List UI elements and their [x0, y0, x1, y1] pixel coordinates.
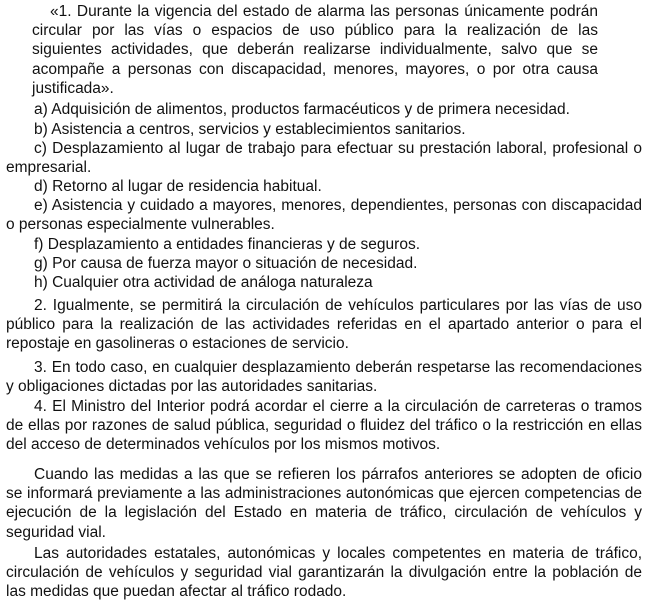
- paragraph-2: 2. Igualmente, se permitirá la circulación de vehículos particulares por las vías de uso público para la realización de las actividades referidas en el apartado anterior o para el repostaje en gasolineras o estaciones de servicio.: [6, 297, 642, 353]
- list-item-a: a) Adquisición de alimentos, productos farmacéuticos y de primera necesidad.: [34, 101, 570, 118]
- paragraph-autoridades: Las autoridades estatales, autonómicas y locales competentes en materia de tráfico, circulación de vehículos y seguridad vial garantizarán la divulgación entre la población de las medidas que puedan afectar al tráfico rodado.: [6, 545, 642, 601]
- list-item-e: e) Asistencia y cuidado a mayores, menores, dependientes, personas con discapacidad o personas especialmente vulnerables.: [6, 197, 642, 234]
- paragraph-3: 3. En todo caso, en cualquier desplazamiento deberán respetarse las recomendaciones y obligaciones dictadas por las autoridades sanitarias.: [6, 359, 642, 396]
- list-item-d: d) Retorno al lugar de residencia habitual.: [34, 178, 322, 195]
- intro-paragraph: «1. Durante la vigencia del estado de alarma las personas únicamente podrán circular por las vías o espacios de uso público para la realización de las siguientes actividades, que deberán realizarse individualmente, salvo que se acompañe a personas con discapacidad, menores, mayores, o por otra causa justificada».: [32, 3, 598, 97]
- paragraph-oficio: Cuando las medidas a las que se refieren los párrafos anteriores se adopten de oficio se informará previamente a las administraciones autonómicas que ejercen competencias de ejecución de la legislación del Estado en materia de tráfico, circulación de vehículos y seguridad vial.: [6, 466, 642, 541]
- list-item-f: f) Desplazamiento a entidades financieras y de seguros.: [34, 236, 420, 253]
- list-item-c: c) Desplazamiento al lugar de trabajo para efectuar su prestación laboral, profesional o empresarial.: [6, 140, 642, 177]
- paragraph-4: 4. El Ministro del Interior podrá acordar el cierre a la circulación de carreteras o tramos de ellas por razones de salud pública, seguridad o fluidez del tráfico o la restricción en ellas del acceso de determinados vehículos por los mismos motivos.: [6, 398, 642, 454]
- list-item-g: g) Por causa de fuerza mayor o situación de necesidad.: [34, 255, 418, 272]
- list-item-h: h) Cualquier otra actividad de análoga naturaleza: [34, 274, 373, 291]
- list-item-b: b) Asistencia a centros, servicios y establecimientos sanitarios.: [34, 121, 466, 138]
